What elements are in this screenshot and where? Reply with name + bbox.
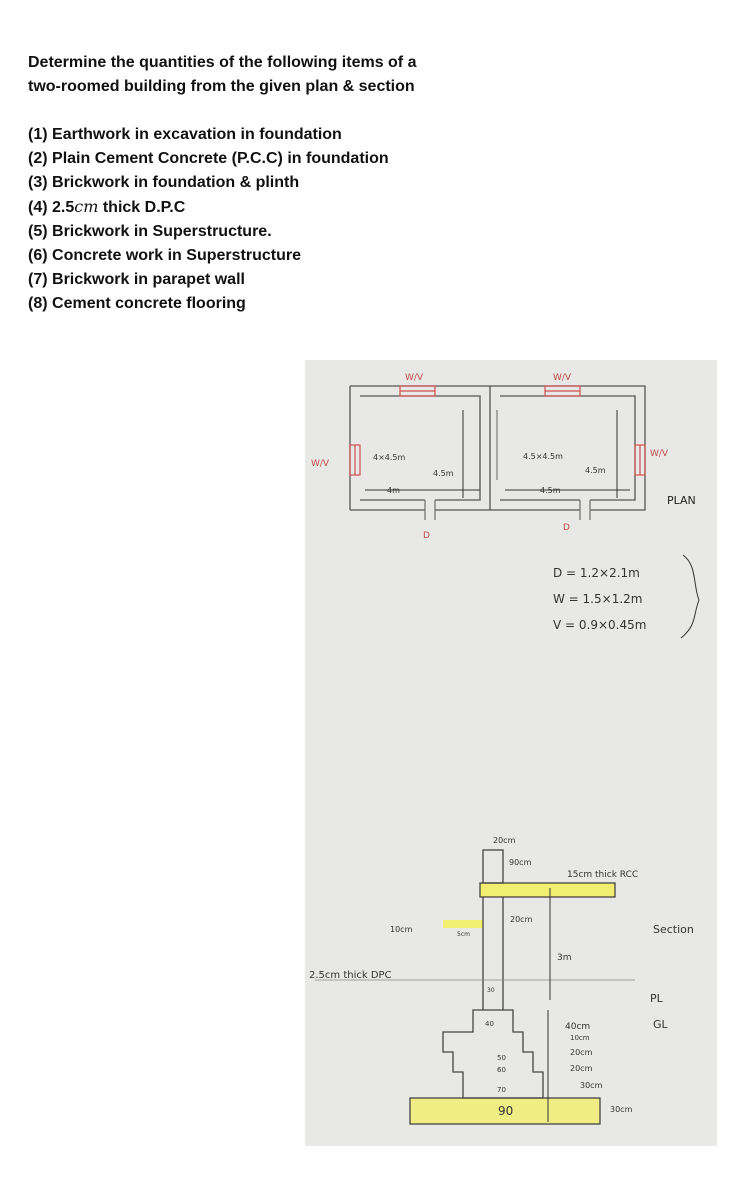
- label-window-right: W/V: [650, 449, 669, 459]
- list-item: (4) 2.5cm thick D.P.C: [28, 197, 186, 216]
- label-door-right: D: [563, 523, 570, 533]
- plinth-width: 30: [487, 987, 495, 994]
- step-height: 30cm: [580, 1081, 603, 1090]
- step-height: 20cm: [570, 1064, 593, 1073]
- list-item: (7) Brickwork in parapet wall: [28, 271, 245, 288]
- wall-height: 3m: [557, 953, 572, 963]
- list-item: (6) Concrete work in Superstructure: [28, 247, 301, 264]
- parapet-wall: [483, 850, 503, 883]
- room1-size: 4×4.5m: [373, 453, 406, 462]
- plan-label: PLAN: [667, 494, 696, 507]
- intro-line-2: two-roomed building from the given plan & section: [28, 78, 415, 95]
- section-label: Section: [653, 923, 694, 936]
- room1-depth: 4.5m: [433, 469, 454, 478]
- step-height: 40cm: [565, 1022, 591, 1032]
- dpc-label: 2.5cm thick DPC: [309, 970, 392, 981]
- item-list: [28, 123, 708, 316]
- label-window-left: W/V: [311, 459, 330, 469]
- list-item: (8) Cement concrete flooring: [28, 295, 246, 312]
- slab-label: 15cm thick RCC: [567, 870, 639, 880]
- drawing-svg: [305, 360, 717, 1146]
- offset-thickness: 10cm: [390, 925, 413, 934]
- label-window-top-right: W/V: [553, 373, 572, 383]
- offset-highlight: [443, 920, 483, 928]
- room2-width: 4.5m: [540, 486, 561, 495]
- question-text: [28, 51, 708, 316]
- parapet-height: 90cm: [509, 858, 532, 867]
- pl-label: PL: [650, 992, 663, 1005]
- pcc-depth: 30cm: [610, 1105, 633, 1114]
- door-left-opening: [425, 500, 435, 520]
- label-door-left: D: [423, 531, 430, 541]
- spec-door: D = 1.2×2.1m: [553, 566, 640, 580]
- opening-specs: [553, 566, 646, 632]
- room1-walls: [350, 386, 490, 510]
- step-width: 70: [497, 1086, 506, 1094]
- room2-size: 4.5×4.5m: [523, 452, 563, 461]
- step-height: 20cm: [570, 1048, 593, 1057]
- list-item: (2) Plain Cement Concrete (P.C.C) in foundation: [28, 150, 389, 167]
- step-width: 50: [497, 1054, 506, 1062]
- spec-vent: V = 0.9×0.45m: [553, 618, 647, 632]
- gl-label: GL: [653, 1018, 668, 1031]
- step-width: 60: [497, 1066, 506, 1074]
- list-item: (5) Brickwork in Superstructure.: [28, 223, 272, 240]
- drawing-photo: [305, 360, 717, 1146]
- spec-window: W = 1.5×1.2m: [553, 592, 643, 606]
- offset-projection: 5cm: [457, 931, 470, 938]
- slab-highlight: [480, 883, 615, 897]
- label-window-top-left: W/V: [405, 373, 424, 383]
- room2-depth: 4.5m: [585, 466, 606, 475]
- wall-thickness: 20cm: [510, 915, 533, 924]
- room1-width: 4m: [387, 486, 400, 495]
- door-right-opening: [580, 500, 590, 520]
- intro-line-1: Determine the quantities of the following items of a: [28, 54, 417, 71]
- room2-walls: [490, 386, 645, 510]
- list-item: (3) Brickwork in foundation & plinth: [28, 174, 300, 191]
- step-width: 40: [485, 1020, 494, 1028]
- step-width: 90: [498, 1104, 514, 1118]
- parapet-thickness: 20cm: [493, 836, 516, 845]
- step-height: 10cm: [570, 1034, 590, 1042]
- list-item: (1) Earthwork in excavation in foundation: [28, 126, 342, 143]
